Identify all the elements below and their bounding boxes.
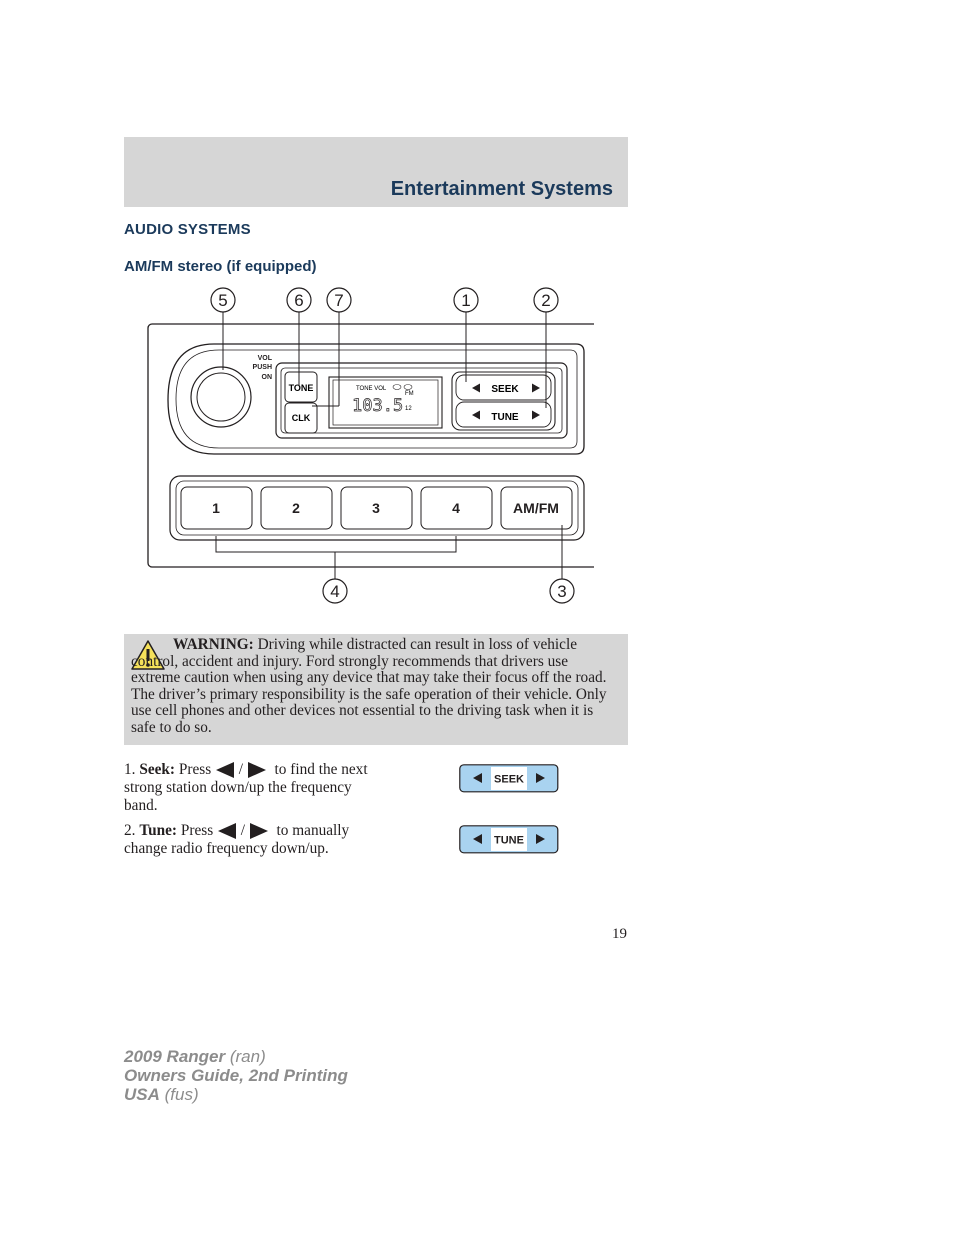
callout-6 bbox=[287, 288, 311, 312]
tone-button[interactable] bbox=[285, 372, 317, 402]
svg-text:6: 6 bbox=[294, 291, 304, 310]
page-number: 19 bbox=[612, 926, 627, 942]
left-arrow-icon bbox=[215, 762, 235, 778]
callout-5 bbox=[211, 288, 235, 312]
preset-4-button[interactable] bbox=[421, 487, 492, 529]
footer-line-3: USA (fus) bbox=[124, 1085, 199, 1104]
svg-text:1: 1 bbox=[461, 291, 471, 310]
svg-text:AM/FM: AM/FM bbox=[513, 500, 559, 516]
svg-text:CLK: CLK bbox=[291, 413, 311, 423]
callout-1 bbox=[454, 288, 478, 312]
callout-2 bbox=[534, 288, 558, 312]
item-press: Press bbox=[178, 761, 212, 778]
footer-line-1: 2009 Ranger (ran) bbox=[124, 1047, 266, 1066]
radio-display bbox=[329, 377, 442, 428]
warning-body: Driving while distracted can result in loss of vehicle control, accident and injury. Ford strongly recommends that drivers use extreme caution when using any device that may take their focus off the road. The driver’s primary responsibility is the safe operation of their vehicle. Only use cell phones and other devices not essential to the driving task when it is safe to do so. bbox=[131, 636, 607, 736]
svg-text:2: 2 bbox=[541, 291, 551, 310]
seek-button[interactable] bbox=[456, 375, 551, 400]
seek-instruction bbox=[124, 761, 384, 815]
section-title: Entertainment Systems bbox=[390, 178, 613, 200]
preset-1-button[interactable] bbox=[181, 487, 252, 529]
callout-3 bbox=[550, 579, 574, 603]
svg-text:TONE: TONE bbox=[288, 383, 314, 393]
tune-button-icon bbox=[459, 825, 559, 854]
svg-text:TONE VOL: TONE VOL bbox=[356, 386, 387, 392]
warning-box bbox=[124, 634, 628, 745]
item-label: Seek: bbox=[139, 761, 176, 778]
amfm-button[interactable] bbox=[501, 487, 572, 529]
seek-button-icon-label: SEEK bbox=[494, 773, 524, 786]
item-description: to find the next strong station down/up the frequency band. bbox=[124, 761, 368, 814]
callout-7 bbox=[327, 288, 351, 312]
callout-4 bbox=[323, 579, 347, 603]
item-number: 1. bbox=[124, 761, 136, 778]
svg-text:12: 12 bbox=[405, 406, 412, 412]
volume-knob[interactable] bbox=[191, 367, 251, 427]
item-label: Tune: bbox=[139, 822, 178, 839]
svg-text:5: 5 bbox=[218, 291, 228, 310]
tune-button[interactable] bbox=[456, 402, 551, 427]
svg-text:7: 7 bbox=[334, 291, 344, 310]
preset-3-button[interactable] bbox=[341, 487, 412, 529]
item-press: Press bbox=[180, 822, 214, 839]
seek-button-icon bbox=[459, 764, 559, 793]
on-label: ON bbox=[261, 374, 272, 381]
footer-line-2: Owners Guide, 2nd Printing bbox=[124, 1066, 348, 1085]
item-description: to manually change radio frequency down/up. bbox=[124, 822, 350, 857]
item-number: 2. bbox=[124, 822, 136, 839]
heading-amfm-stereo: AM/FM stereo (if equipped) bbox=[124, 258, 317, 275]
svg-text:SEEK: SEEK bbox=[491, 384, 519, 395]
radio-diagram bbox=[124, 280, 594, 610]
svg-text:103.5: 103.5 bbox=[352, 396, 404, 416]
svg-text:3: 3 bbox=[557, 582, 567, 601]
svg-text:4: 4 bbox=[330, 582, 340, 601]
svg-text:4: 4 bbox=[452, 500, 460, 516]
heading-audio-systems: AUDIO SYSTEMS bbox=[124, 221, 251, 238]
footer bbox=[124, 1047, 348, 1104]
preset-2-button[interactable] bbox=[261, 487, 332, 529]
tune-button-icon-label: TUNE bbox=[494, 834, 524, 847]
clk-button[interactable] bbox=[285, 403, 317, 433]
item-separator: / bbox=[238, 761, 244, 778]
warning-label: WARNING: bbox=[173, 636, 254, 653]
tune-instruction bbox=[124, 822, 384, 858]
svg-text:FM: FM bbox=[405, 391, 414, 397]
right-arrow-icon bbox=[247, 762, 267, 778]
right-arrow-icon bbox=[249, 823, 269, 839]
svg-text:3: 3 bbox=[372, 500, 380, 516]
svg-text:2: 2 bbox=[292, 500, 300, 516]
svg-text:1: 1 bbox=[212, 500, 220, 516]
left-arrow-icon bbox=[217, 823, 237, 839]
push-label: PUSH bbox=[252, 364, 272, 371]
header-band bbox=[124, 137, 628, 207]
vol-label: VOL bbox=[257, 355, 272, 362]
item-separator: / bbox=[240, 822, 246, 839]
warning-text bbox=[131, 637, 621, 737]
svg-text:TUNE: TUNE bbox=[491, 412, 519, 423]
